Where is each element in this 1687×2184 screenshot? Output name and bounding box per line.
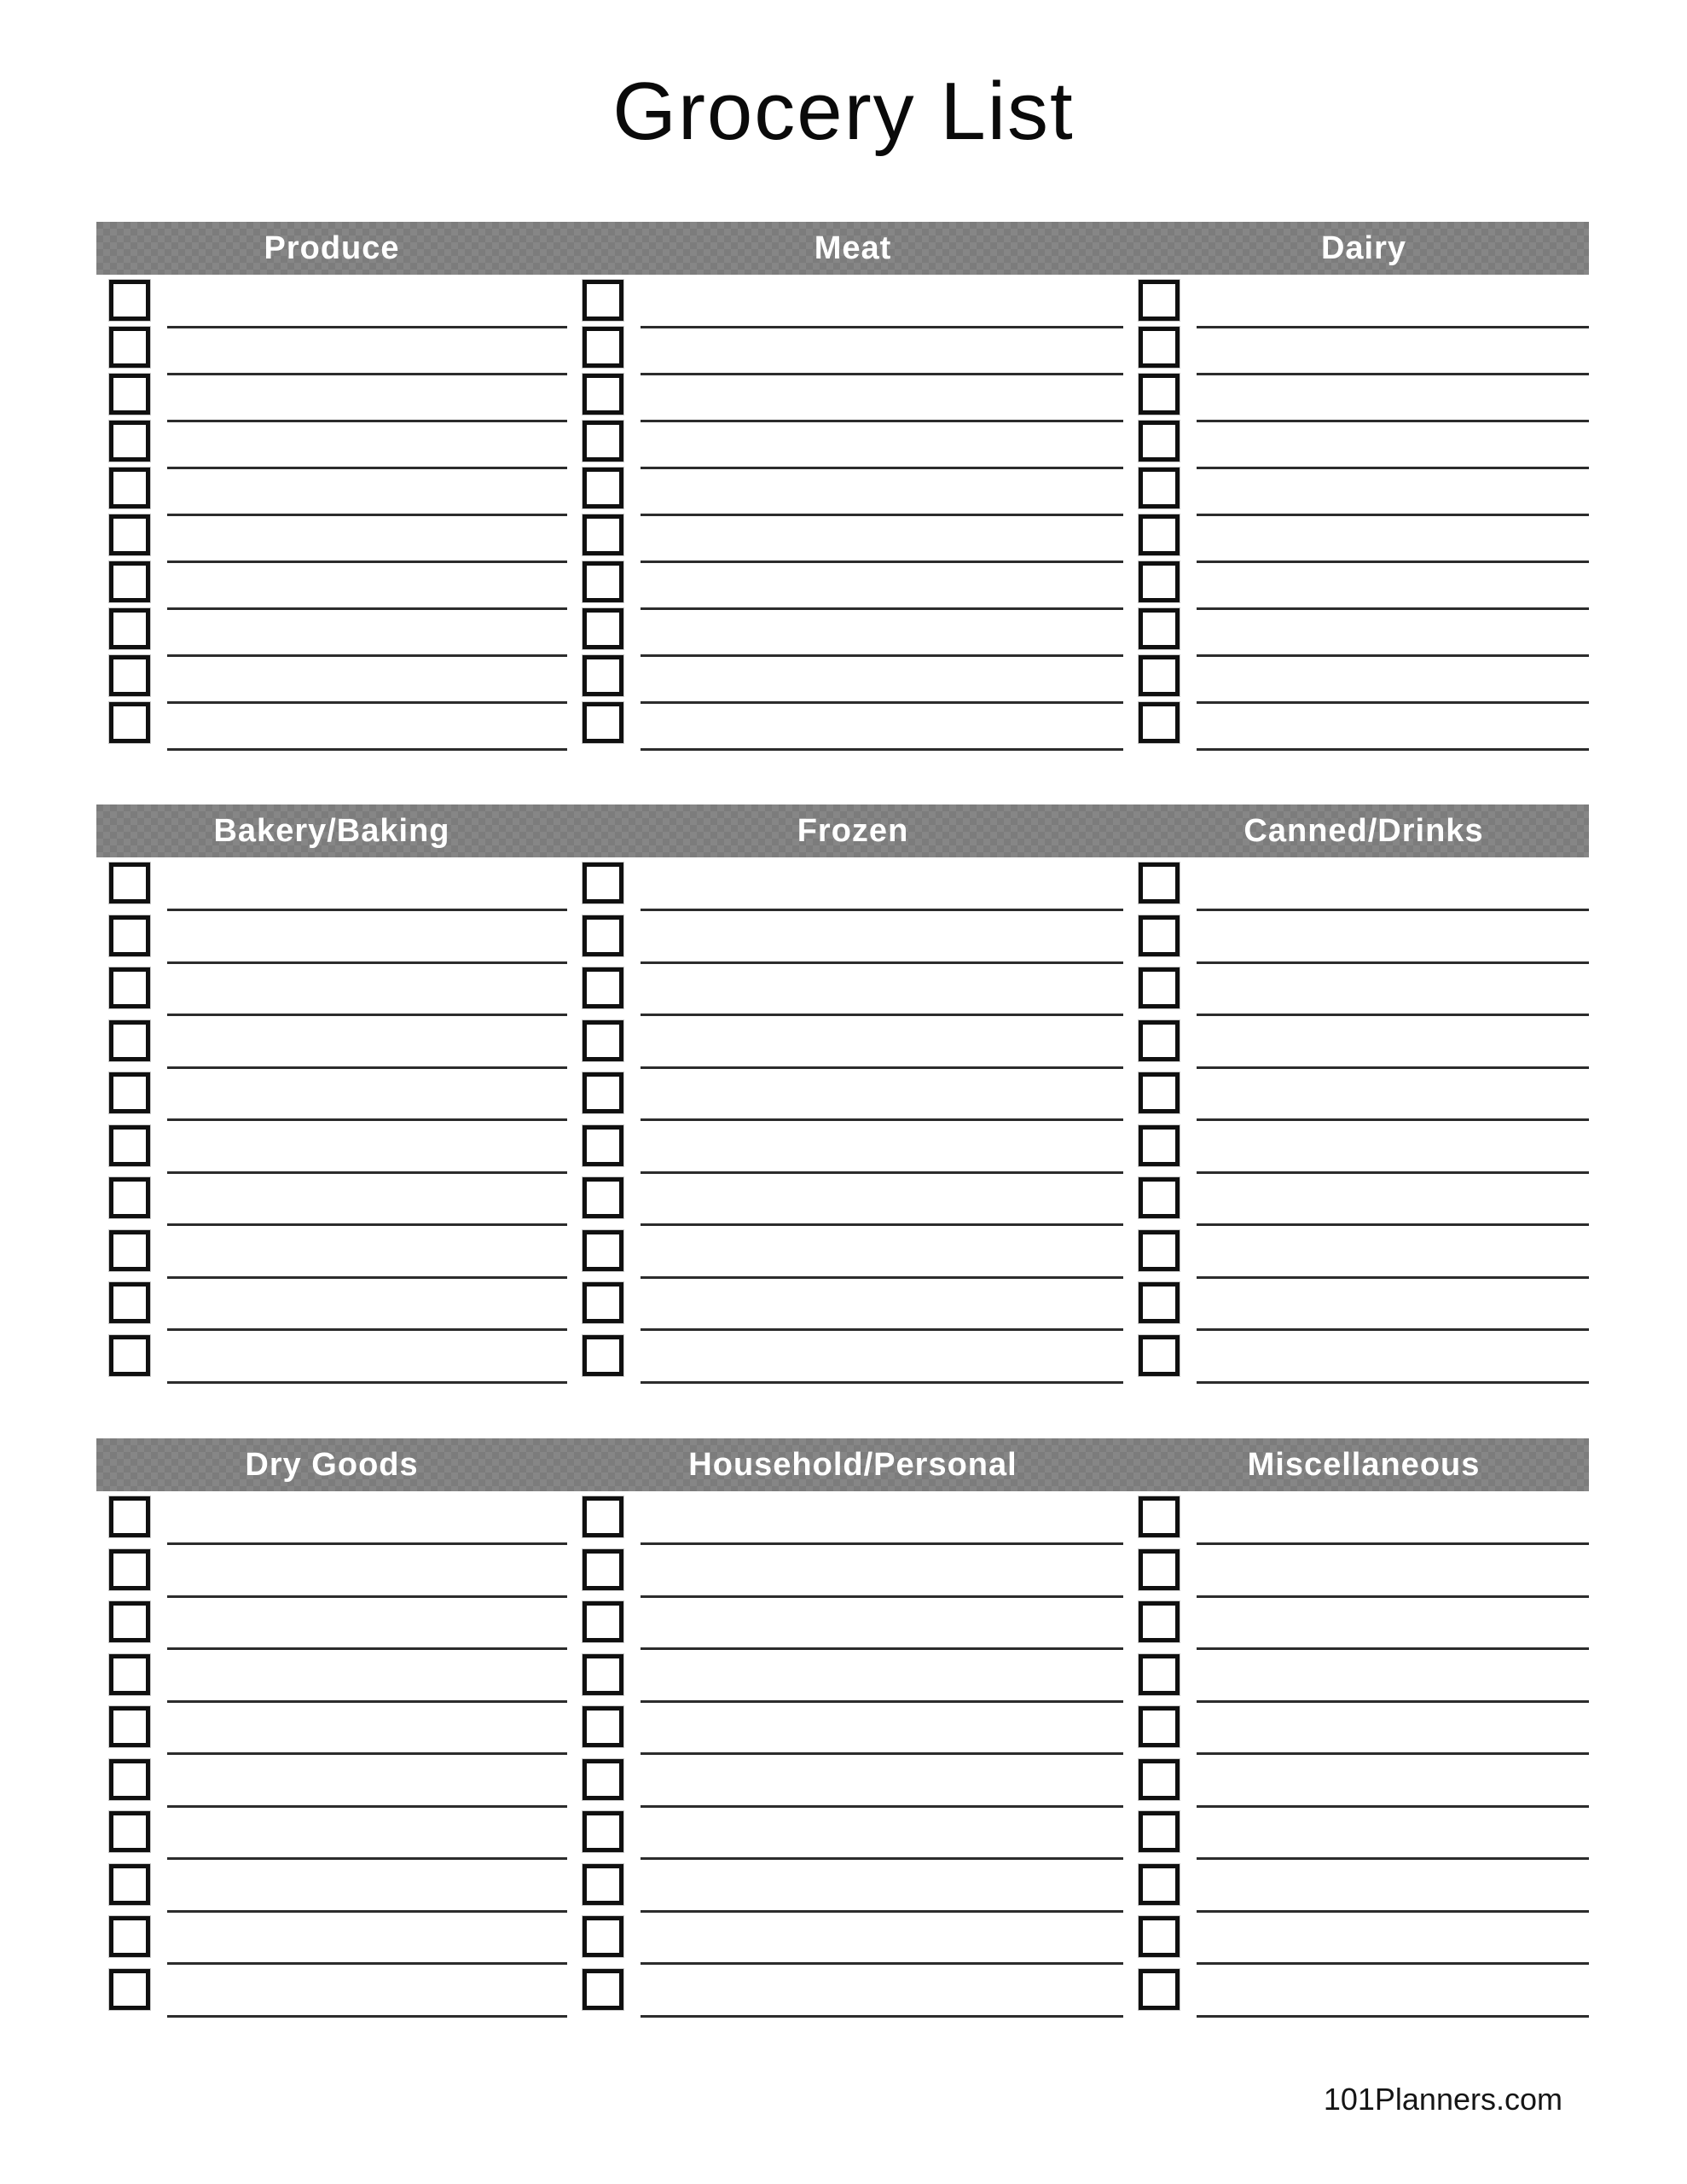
item-checkbox[interactable] (1139, 1969, 1180, 2010)
item-write-line[interactable] (641, 909, 1123, 911)
item-checkbox[interactable] (583, 1282, 623, 1323)
list-item-row (583, 1969, 1123, 2022)
item-checkbox[interactable] (109, 1020, 150, 1061)
item-checkbox[interactable] (1139, 1549, 1180, 1590)
item-write-line[interactable] (1197, 1595, 1589, 1598)
list-item-row (583, 1020, 1123, 1073)
list-item-row (1139, 1759, 1589, 1812)
list-item-row (96, 608, 567, 655)
list-item-row (583, 1230, 1123, 1283)
list-item-row (1139, 421, 1589, 468)
item-write-line[interactable] (641, 1381, 1123, 1384)
item-write-line[interactable] (641, 1276, 1123, 1279)
item-checkbox[interactable] (1139, 655, 1180, 696)
item-write-line[interactable] (167, 1595, 567, 1598)
item-write-line[interactable] (641, 748, 1123, 751)
item-checkbox[interactable] (1139, 1282, 1180, 1323)
item-checkbox[interactable] (583, 915, 623, 956)
item-checkbox[interactable] (583, 1230, 623, 1271)
item-write-line[interactable] (167, 1910, 567, 1913)
item-write-line[interactable] (641, 1171, 1123, 1174)
list-item-row (96, 1020, 567, 1073)
list-item-row (1139, 1916, 1589, 1969)
item-checkbox[interactable] (1139, 327, 1180, 368)
list-column-frozen (583, 863, 1123, 1387)
list-item-row (1139, 327, 1589, 374)
item-checkbox[interactable] (583, 561, 623, 602)
list-item-row (96, 1654, 567, 1707)
item-write-line[interactable] (1197, 1014, 1589, 1016)
item-checkbox[interactable] (109, 967, 150, 1008)
list-item-row (96, 327, 567, 374)
item-checkbox[interactable] (109, 1759, 150, 1800)
list-item-row (583, 280, 1123, 327)
list-item-row (1139, 1335, 1589, 1388)
item-checkbox[interactable] (109, 327, 150, 368)
list-item-row (1139, 655, 1589, 702)
list-item-row (96, 1125, 567, 1178)
item-write-line[interactable] (167, 1014, 567, 1016)
item-write-line[interactable] (1197, 1805, 1589, 1808)
list-column-dry-goods (96, 1496, 567, 2021)
list-item-row (583, 1654, 1123, 1707)
item-checkbox[interactable] (583, 1759, 623, 1800)
item-write-line[interactable] (641, 1328, 1123, 1331)
list-item-row (583, 915, 1123, 968)
item-write-line[interactable] (641, 1857, 1123, 1860)
item-checkbox[interactable] (1139, 1601, 1180, 1642)
item-checkbox[interactable] (109, 1072, 150, 1113)
item-checkbox[interactable] (583, 702, 623, 743)
item-checkbox[interactable] (583, 374, 623, 415)
list-item-row (96, 1969, 567, 2022)
item-checkbox[interactable] (583, 1601, 623, 1642)
item-write-line[interactable] (1197, 1381, 1589, 1384)
item-checkbox[interactable] (109, 1864, 150, 1905)
item-checkbox[interactable] (1139, 1811, 1180, 1852)
item-write-line[interactable] (641, 1962, 1123, 1965)
list-item-row (583, 1072, 1123, 1125)
list-item-row (1139, 1549, 1589, 1602)
item-checkbox[interactable] (583, 514, 623, 555)
item-checkbox[interactable] (109, 863, 150, 903)
list-column-meat (583, 280, 1123, 749)
item-write-line[interactable] (1197, 1223, 1589, 1226)
item-checkbox[interactable] (109, 702, 150, 743)
list-item-row (1139, 1282, 1589, 1335)
item-checkbox[interactable] (109, 1549, 150, 1590)
list-item-row (96, 514, 567, 561)
item-write-line[interactable] (167, 961, 567, 964)
section-header-dairy: Dairy (1320, 229, 1407, 266)
item-write-line[interactable] (167, 1276, 567, 1279)
section-header-dry-goods: Dry Goods (245, 1446, 419, 1483)
item-checkbox[interactable] (1139, 421, 1180, 462)
item-checkbox[interactable] (1139, 1706, 1180, 1747)
list-item-row (583, 1549, 1123, 1602)
section-header-bakery-baking: Bakery/Baking (213, 812, 450, 849)
item-write-line[interactable] (167, 1171, 567, 1174)
item-checkbox[interactable] (109, 655, 150, 696)
section-columns (96, 1496, 1589, 2021)
section-header-bar (96, 804, 1589, 857)
list-item-row (96, 421, 567, 468)
item-write-line[interactable] (1197, 1328, 1589, 1331)
item-checkbox[interactable] (1139, 374, 1180, 415)
item-write-line[interactable] (167, 1118, 567, 1121)
item-write-line[interactable] (167, 1857, 567, 1860)
list-column-dairy (1139, 280, 1589, 749)
list-item-row (583, 967, 1123, 1020)
item-checkbox[interactable] (109, 561, 150, 602)
list-item-row (1139, 1230, 1589, 1283)
section-header-household-personal: Household/Personal (688, 1446, 1017, 1483)
item-checkbox[interactable] (109, 421, 150, 462)
list-item-row (583, 1759, 1123, 1812)
item-write-line[interactable] (167, 1752, 567, 1755)
list-item-row (1139, 1125, 1589, 1178)
list-item-row (96, 655, 567, 702)
item-write-line[interactable] (1197, 909, 1589, 911)
item-write-line[interactable] (167, 1647, 567, 1650)
item-checkbox[interactable] (583, 1125, 623, 1166)
list-item-row (96, 468, 567, 514)
list-item-row (96, 1759, 567, 1812)
item-checkbox[interactable] (109, 1177, 150, 1218)
item-write-line[interactable] (641, 1752, 1123, 1755)
list-item-row (96, 280, 567, 327)
item-checkbox[interactable] (109, 1706, 150, 1747)
item-write-line[interactable] (1197, 1066, 1589, 1069)
list-item-row (583, 655, 1123, 702)
item-checkbox[interactable] (583, 1811, 623, 1852)
item-write-line[interactable] (167, 2015, 567, 2018)
list-item-row (96, 1230, 567, 1283)
item-write-line[interactable] (1197, 1647, 1589, 1650)
item-checkbox[interactable] (1139, 1177, 1180, 1218)
list-item-row (583, 561, 1123, 608)
list-item-row (583, 863, 1123, 915)
list-item-row (1139, 1654, 1589, 1707)
list-item-row (1139, 1496, 1589, 1549)
list-item-row (1139, 915, 1589, 968)
item-write-line[interactable] (1197, 748, 1589, 751)
item-checkbox[interactable] (583, 1020, 623, 1061)
item-checkbox[interactable] (583, 967, 623, 1008)
list-item-row (583, 1282, 1123, 1335)
item-write-line[interactable] (167, 1066, 567, 1069)
section-header-bar (96, 222, 1589, 275)
item-checkbox[interactable] (583, 1335, 623, 1376)
item-write-line[interactable] (167, 748, 567, 751)
item-write-line[interactable] (641, 1805, 1123, 1808)
item-checkbox[interactable] (1139, 1125, 1180, 1166)
list-item-row (1139, 374, 1589, 421)
item-checkbox[interactable] (583, 863, 623, 903)
item-checkbox[interactable] (109, 1230, 150, 1271)
list-column-household-personal (583, 1496, 1123, 2021)
item-write-line[interactable] (1197, 1171, 1589, 1174)
list-item-row (583, 1601, 1123, 1654)
item-checkbox[interactable] (109, 608, 150, 649)
item-checkbox[interactable] (1139, 1230, 1180, 1271)
list-item-row (96, 1072, 567, 1125)
list-item-row (583, 514, 1123, 561)
item-write-line[interactable] (1197, 1542, 1589, 1545)
item-checkbox[interactable] (109, 915, 150, 956)
item-checkbox[interactable] (109, 280, 150, 321)
list-item-row (96, 1706, 567, 1759)
item-checkbox[interactable] (583, 468, 623, 508)
list-item-row (1139, 561, 1589, 608)
list-item-row (96, 561, 567, 608)
list-column-bakery-baking (96, 863, 567, 1387)
list-item-row (583, 421, 1123, 468)
item-checkbox[interactable] (1139, 1864, 1180, 1905)
list-item-row (96, 1549, 567, 1602)
item-write-line[interactable] (1197, 1857, 1589, 1860)
item-checkbox[interactable] (583, 1496, 623, 1537)
section-columns (96, 280, 1589, 749)
list-column-produce (96, 280, 567, 749)
item-checkbox[interactable] (1139, 702, 1180, 743)
item-write-line[interactable] (1197, 2015, 1589, 2018)
item-checkbox[interactable] (1139, 514, 1180, 555)
list-column-canned-drinks (1139, 863, 1589, 1387)
list-item-row (583, 1916, 1123, 1969)
list-item-row (96, 915, 567, 968)
item-write-line[interactable] (641, 1066, 1123, 1069)
list-item-row (1139, 1020, 1589, 1073)
list-item-row (1139, 1811, 1589, 1864)
item-checkbox[interactable] (109, 374, 150, 415)
item-checkbox[interactable] (583, 421, 623, 462)
list-item-row (583, 1496, 1123, 1549)
item-write-line[interactable] (167, 1805, 567, 1808)
footer-site-credit: 101Planners.com (1323, 2082, 1562, 2117)
list-item-row (583, 1177, 1123, 1230)
list-item-row (96, 1282, 567, 1335)
item-checkbox[interactable] (1139, 280, 1180, 321)
item-checkbox[interactable] (1139, 915, 1180, 956)
item-checkbox[interactable] (109, 468, 150, 508)
section-header-meat: Meat (814, 229, 892, 266)
list-item-row (1139, 863, 1589, 915)
item-write-line[interactable] (641, 1223, 1123, 1226)
item-checkbox[interactable] (109, 1125, 150, 1166)
item-write-line[interactable] (1197, 1700, 1589, 1703)
item-write-line[interactable] (167, 1328, 567, 1331)
section-header-canned-drinks: Canned/Drinks (1244, 812, 1484, 849)
section-dry-goods (96, 1438, 1589, 2021)
item-write-line[interactable] (167, 1223, 567, 1226)
item-write-line[interactable] (1197, 1276, 1589, 1279)
item-checkbox[interactable] (109, 1601, 150, 1642)
item-write-line[interactable] (167, 909, 567, 911)
item-write-line[interactable] (1197, 1118, 1589, 1121)
list-item-row (583, 1335, 1123, 1388)
item-write-line[interactable] (167, 1962, 567, 1965)
item-write-line[interactable] (167, 1542, 567, 1545)
list-item-row (96, 1496, 567, 1549)
item-checkbox[interactable] (109, 514, 150, 555)
list-item-row (1139, 1072, 1589, 1125)
item-write-line[interactable] (641, 1700, 1123, 1703)
section-columns (96, 863, 1589, 1387)
item-checkbox[interactable] (583, 280, 623, 321)
item-checkbox[interactable] (1139, 561, 1180, 602)
item-write-line[interactable] (1197, 1910, 1589, 1913)
item-checkbox[interactable] (1139, 1916, 1180, 1957)
list-item-row (583, 327, 1123, 374)
item-checkbox[interactable] (1139, 1335, 1180, 1376)
item-write-line[interactable] (641, 1118, 1123, 1121)
item-write-line[interactable] (641, 1595, 1123, 1598)
list-item-row (1139, 280, 1589, 327)
item-checkbox[interactable] (1139, 608, 1180, 649)
list-item-row (1139, 702, 1589, 749)
section-header-miscellaneous: Miscellaneous (1247, 1446, 1481, 1483)
item-write-line[interactable] (641, 1014, 1123, 1016)
item-checkbox[interactable] (109, 1496, 150, 1537)
list-item-row (96, 1864, 567, 1917)
item-checkbox[interactable] (109, 1969, 150, 2010)
section-header-bar (96, 1438, 1589, 1491)
list-item-row (1139, 1864, 1589, 1917)
item-checkbox[interactable] (583, 1072, 623, 1113)
item-write-line[interactable] (167, 1700, 567, 1703)
item-checkbox[interactable] (583, 1864, 623, 1905)
item-checkbox[interactable] (583, 1706, 623, 1747)
list-item-row (583, 374, 1123, 421)
section-header-produce: Produce (264, 229, 400, 266)
list-item-row (96, 1916, 567, 1969)
item-write-line[interactable] (641, 1910, 1123, 1913)
item-checkbox[interactable] (109, 1916, 150, 1957)
item-write-line[interactable] (1197, 961, 1589, 964)
item-checkbox[interactable] (109, 1335, 150, 1376)
item-checkbox[interactable] (1139, 468, 1180, 508)
section-produce (96, 222, 1589, 749)
item-checkbox[interactable] (1139, 1020, 1180, 1061)
item-checkbox[interactable] (1139, 1072, 1180, 1113)
item-write-line[interactable] (641, 1542, 1123, 1545)
list-item-row (583, 1811, 1123, 1864)
item-write-line[interactable] (167, 1381, 567, 1384)
item-checkbox[interactable] (109, 1654, 150, 1695)
list-item-row (583, 1864, 1123, 1917)
list-item-row (1139, 468, 1589, 514)
item-checkbox[interactable] (1139, 1654, 1180, 1695)
page-title: Grocery List (612, 66, 1075, 157)
list-item-row (583, 702, 1123, 749)
list-item-row (96, 1811, 567, 1864)
item-checkbox[interactable] (583, 1916, 623, 1957)
list-item-row (583, 1125, 1123, 1178)
item-checkbox[interactable] (583, 1549, 623, 1590)
list-item-row (96, 702, 567, 749)
item-write-line[interactable] (1197, 1962, 1589, 1965)
list-item-row (583, 608, 1123, 655)
list-item-row (96, 967, 567, 1020)
item-checkbox[interactable] (1139, 1759, 1180, 1800)
list-item-row (1139, 608, 1589, 655)
list-item-row (96, 1601, 567, 1654)
list-item-row (1139, 1706, 1589, 1759)
item-write-line[interactable] (641, 2015, 1123, 2018)
item-checkbox[interactable] (583, 608, 623, 649)
item-checkbox[interactable] (583, 1969, 623, 2010)
item-write-line[interactable] (1197, 1752, 1589, 1755)
section-bakery-baking (96, 804, 1589, 1387)
list-item-row (96, 1177, 567, 1230)
list-item-row (1139, 967, 1589, 1020)
list-item-row (96, 863, 567, 915)
item-checkbox[interactable] (1139, 863, 1180, 903)
list-item-row (1139, 1969, 1589, 2022)
item-checkbox[interactable] (583, 327, 623, 368)
list-item-row (96, 374, 567, 421)
item-checkbox[interactable] (109, 1811, 150, 1852)
item-checkbox[interactable] (1139, 967, 1180, 1008)
item-checkbox[interactable] (109, 1282, 150, 1323)
item-checkbox[interactable] (583, 1654, 623, 1695)
item-write-line[interactable] (641, 961, 1123, 964)
list-item-row (1139, 514, 1589, 561)
item-checkbox[interactable] (583, 655, 623, 696)
list-item-row (1139, 1177, 1589, 1230)
section-header-frozen: Frozen (797, 812, 909, 849)
item-write-line[interactable] (641, 1647, 1123, 1650)
list-item-row (1139, 1601, 1589, 1654)
item-checkbox[interactable] (583, 1177, 623, 1218)
list-item-row (583, 468, 1123, 514)
list-column-miscellaneous (1139, 1496, 1589, 2021)
list-item-row (583, 1706, 1123, 1759)
list-item-row (96, 1335, 567, 1388)
item-checkbox[interactable] (1139, 1496, 1180, 1537)
